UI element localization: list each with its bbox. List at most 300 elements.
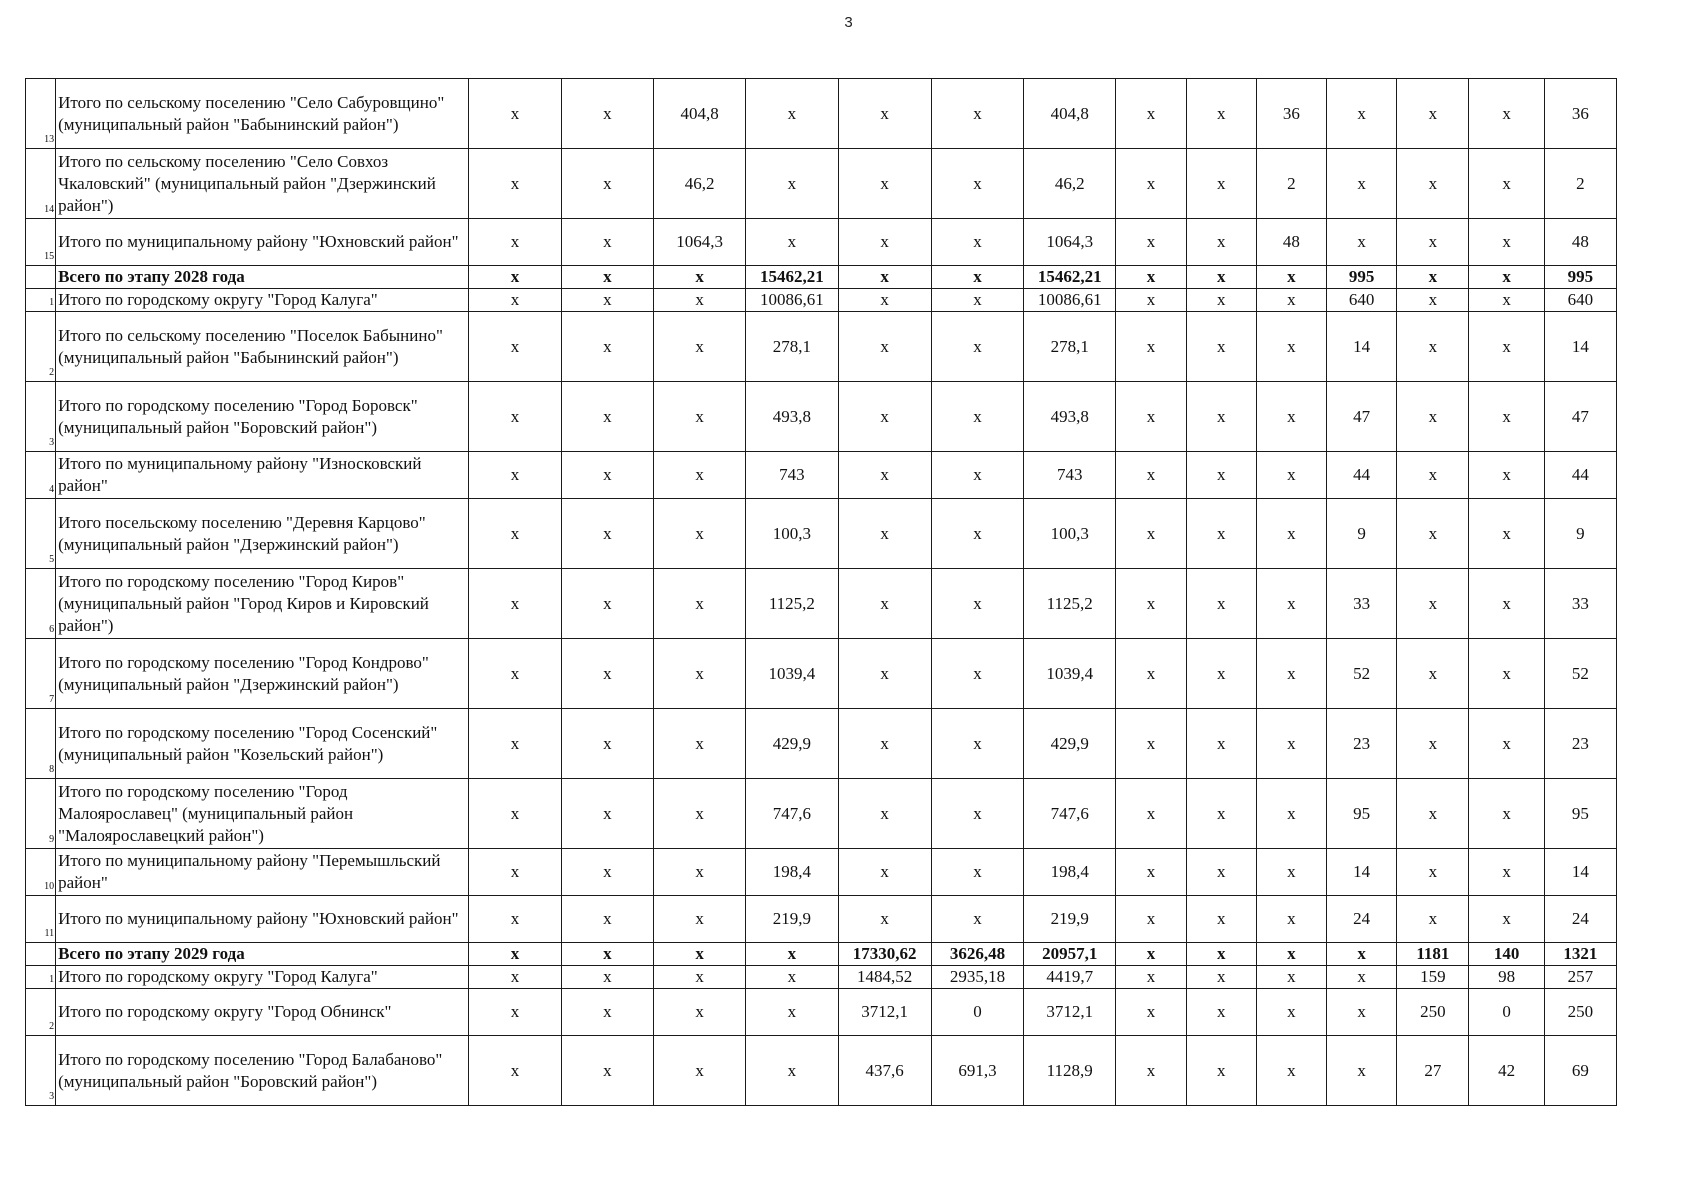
table-cell: х [561, 569, 653, 639]
table-cell: 42 [1469, 1036, 1544, 1106]
table-cell: х [746, 149, 838, 219]
table-cell: 493,8 [746, 382, 838, 452]
table-cell: 15462,21 [746, 266, 838, 289]
table-cell: х [1256, 639, 1326, 709]
table-cell: 743 [1024, 452, 1116, 499]
table-cell: 14 [1544, 312, 1616, 382]
table-cell: х [653, 452, 745, 499]
table-cell: 1321 [1544, 943, 1616, 966]
table-cell: х [469, 569, 561, 639]
row-number: 3 [26, 1036, 56, 1106]
table-cell: х [1397, 382, 1469, 452]
table-cell: х [1327, 989, 1397, 1036]
table-cell: х [469, 312, 561, 382]
table-cell: х [561, 1036, 653, 1106]
table-cell: 1039,4 [1024, 639, 1116, 709]
table-cell: х [1256, 966, 1326, 989]
table-cell: х [1469, 149, 1544, 219]
table-cell: х [1397, 289, 1469, 312]
table-cell: х [653, 896, 745, 943]
table-cell: х [469, 779, 561, 849]
table-cell: 250 [1397, 989, 1469, 1036]
table-cell: х [469, 149, 561, 219]
table-cell: х [931, 779, 1023, 849]
row-number: 5 [26, 499, 56, 569]
row-number: 4 [26, 452, 56, 499]
table-cell: х [1186, 966, 1256, 989]
table-row [26, 452, 1617, 499]
table-cell: 47 [1327, 382, 1397, 452]
row-number: 15 [26, 219, 56, 266]
table-cell: 743 [746, 452, 838, 499]
table-cell: х [653, 499, 745, 569]
table-cell: х [1116, 219, 1186, 266]
table-cell: 20957,1 [1024, 943, 1116, 966]
table-cell: х [1116, 943, 1186, 966]
table-cell: х [838, 569, 931, 639]
row-name: Итого по сельскому поселению "Село Сабуровщино" (муниципальный район "Бабынинский район") [56, 79, 469, 149]
table-cell: х [561, 79, 653, 149]
table-cell: 24 [1544, 896, 1616, 943]
table-cell: 1064,3 [653, 219, 745, 266]
table-cell: х [1397, 79, 1469, 149]
table-cell: 36 [1544, 79, 1616, 149]
table-cell: 404,8 [1024, 79, 1116, 149]
table-body [26, 79, 1617, 1106]
table-cell: х [746, 219, 838, 266]
table-cell: х [1116, 639, 1186, 709]
table-row [26, 499, 1617, 569]
table-cell: х [653, 709, 745, 779]
table-cell: х [838, 499, 931, 569]
row-name: Итого по муниципальному району "Юхновский район" [56, 896, 469, 943]
table-cell: х [561, 452, 653, 499]
page-number: 3 [844, 14, 853, 31]
table-cell: х [838, 289, 931, 312]
table-cell: 44 [1327, 452, 1397, 499]
table-cell: х [838, 219, 931, 266]
table-cell: х [1397, 499, 1469, 569]
table-cell: х [561, 149, 653, 219]
row-name: Итого по городскому поселению "Город Малоярославец" (муниципальный район "Малоярославецкий район") [56, 779, 469, 849]
table-cell: х [469, 709, 561, 779]
table-cell: х [1116, 989, 1186, 1036]
row-number: 11 [26, 896, 56, 943]
table-cell: х [838, 779, 931, 849]
table-cell: х [1116, 289, 1186, 312]
table-cell: х [561, 289, 653, 312]
table-cell: 219,9 [1024, 896, 1116, 943]
row-name: Итого по муниципальному району "Износковский район" [56, 452, 469, 499]
table-cell: х [561, 779, 653, 849]
row-number: 6 [26, 569, 56, 639]
table-cell: х [561, 896, 653, 943]
table-cell: х [838, 709, 931, 779]
table-cell: 95 [1327, 779, 1397, 849]
row-name: Итого по сельскому поселению "Поселок Бабынино" (муниципальный район "Бабынинский район") [56, 312, 469, 382]
table-cell: х [1186, 266, 1256, 289]
table-cell: х [1469, 499, 1544, 569]
row-name: Итого по городскому поселению "Город Кондрово" (муниципальный район "Дзержинский район") [56, 639, 469, 709]
table-row [26, 219, 1617, 266]
table-cell: х [1256, 266, 1326, 289]
row-name: Итого по муниципальному району "Юхновский район" [56, 219, 469, 266]
table-cell: х [1116, 1036, 1186, 1106]
table-cell: х [1397, 266, 1469, 289]
table-cell: 46,2 [653, 149, 745, 219]
table-cell: х [1256, 709, 1326, 779]
row-name: Итого по городскому поселению "Город Киров" (муниципальный район "Город Киров и Кировский район") [56, 569, 469, 639]
table-cell: х [469, 989, 561, 1036]
table-cell: х [1116, 79, 1186, 149]
table-cell: 747,6 [1024, 779, 1116, 849]
table-cell: 3626,48 [931, 943, 1023, 966]
table-cell: 429,9 [746, 709, 838, 779]
table-cell: х [469, 896, 561, 943]
table-cell: х [1186, 1036, 1256, 1106]
table-cell: х [1397, 849, 1469, 896]
table-cell: х [1116, 266, 1186, 289]
table-cell: 140 [1469, 943, 1544, 966]
table-cell: х [1327, 219, 1397, 266]
row-number: 8 [26, 709, 56, 779]
table-cell: х [561, 382, 653, 452]
table-cell: х [746, 943, 838, 966]
row-number [26, 943, 56, 966]
table-cell: х [1116, 452, 1186, 499]
table-cell: 1064,3 [1024, 219, 1116, 266]
table-cell: х [469, 219, 561, 266]
table-cell: х [469, 382, 561, 452]
table-cell: 14 [1327, 849, 1397, 896]
table-cell: х [1186, 289, 1256, 312]
table-cell: х [931, 79, 1023, 149]
table-cell: 159 [1397, 966, 1469, 989]
table-cell: х [469, 639, 561, 709]
table-cell: х [469, 499, 561, 569]
table-cell: х [1469, 312, 1544, 382]
table-row [26, 312, 1617, 382]
table-cell: х [1256, 779, 1326, 849]
table-cell: 691,3 [931, 1036, 1023, 1106]
table-cell: 24 [1327, 896, 1397, 943]
table-cell: х [746, 79, 838, 149]
table-cell: х [931, 896, 1023, 943]
table-cell: х [746, 966, 838, 989]
table-cell: х [838, 452, 931, 499]
table-cell: х [931, 709, 1023, 779]
table-cell: х [1469, 896, 1544, 943]
table-cell: 250 [1544, 989, 1616, 1036]
row-number: 9 [26, 779, 56, 849]
table-row [26, 79, 1617, 149]
table-row [26, 989, 1617, 1036]
table-cell: х [838, 639, 931, 709]
table-cell: х [1186, 149, 1256, 219]
table-cell: х [838, 312, 931, 382]
table-cell: 2935,18 [931, 966, 1023, 989]
row-number: 14 [26, 149, 56, 219]
table-cell: 1125,2 [746, 569, 838, 639]
table-cell: х [653, 849, 745, 896]
table-cell: х [1116, 709, 1186, 779]
table-cell: х [561, 966, 653, 989]
table-cell: 23 [1327, 709, 1397, 779]
table-cell: х [1116, 966, 1186, 989]
row-number: 2 [26, 989, 56, 1036]
table-row [26, 639, 1617, 709]
table-cell: х [653, 289, 745, 312]
table-cell: х [653, 943, 745, 966]
table-cell: 98 [1469, 966, 1544, 989]
table-cell: х [1186, 896, 1256, 943]
table-cell: х [1116, 149, 1186, 219]
row-number: 13 [26, 79, 56, 149]
table-cell: 4419,7 [1024, 966, 1116, 989]
table-cell: х [1256, 989, 1326, 1036]
table-cell: х [469, 943, 561, 966]
table-cell: 47 [1544, 382, 1616, 452]
table-row [26, 382, 1617, 452]
table-cell: х [561, 709, 653, 779]
table-cell: х [838, 382, 931, 452]
table-cell: 493,8 [1024, 382, 1116, 452]
table-cell: х [1469, 382, 1544, 452]
table-cell: х [1116, 569, 1186, 639]
row-name: Всего по этапу 2029 года [56, 943, 469, 966]
row-number: 1 [26, 966, 56, 989]
table-cell: 278,1 [746, 312, 838, 382]
table-cell: 52 [1327, 639, 1397, 709]
table-cell: х [1116, 849, 1186, 896]
table-cell: 404,8 [653, 79, 745, 149]
table-cell: х [931, 639, 1023, 709]
table-cell: х [1469, 289, 1544, 312]
table-cell: 33 [1544, 569, 1616, 639]
row-name: Итого по городскому округу "Город Калуга" [56, 289, 469, 312]
table-cell: 69 [1544, 1036, 1616, 1106]
table-cell: х [1256, 1036, 1326, 1106]
table-cell: х [1469, 779, 1544, 849]
table-cell: 36 [1256, 79, 1326, 149]
row-number: 1 [26, 289, 56, 312]
table-cell: х [1186, 943, 1256, 966]
row-name: Итого по городскому округу "Город Обнинск" [56, 989, 469, 1036]
table-cell: х [1469, 219, 1544, 266]
table-cell: х [1469, 266, 1544, 289]
table-cell: х [561, 639, 653, 709]
table-cell: х [838, 149, 931, 219]
table-cell: 46,2 [1024, 149, 1116, 219]
table-cell: х [1469, 639, 1544, 709]
table-cell: х [1186, 499, 1256, 569]
table-cell: 0 [931, 989, 1023, 1036]
table-row [26, 289, 1617, 312]
table-cell: х [1256, 312, 1326, 382]
table-cell: х [1186, 219, 1256, 266]
table-cell: х [1186, 989, 1256, 1036]
table-cell: х [1116, 382, 1186, 452]
table-cell: х [838, 849, 931, 896]
table-row [26, 966, 1617, 989]
table-cell: 0 [1469, 989, 1544, 1036]
table-cell: 640 [1544, 289, 1616, 312]
table-cell: 219,9 [746, 896, 838, 943]
row-number [26, 266, 56, 289]
table-cell: 100,3 [746, 499, 838, 569]
table-cell: 44 [1544, 452, 1616, 499]
table-cell: х [1186, 382, 1256, 452]
table-cell: х [838, 896, 931, 943]
table-cell: х [1186, 312, 1256, 382]
table-cell: х [1116, 779, 1186, 849]
table-cell: х [1327, 149, 1397, 219]
table-cell: 17330,62 [838, 943, 931, 966]
row-name: Итого по муниципальному району "Перемышльский район" [56, 849, 469, 896]
table-cell: 1039,4 [746, 639, 838, 709]
table-cell: х [1186, 709, 1256, 779]
table-cell: х [1397, 779, 1469, 849]
table-cell: х [1397, 312, 1469, 382]
table-cell: х [1469, 452, 1544, 499]
table-cell: х [931, 499, 1023, 569]
table-cell: х [469, 79, 561, 149]
table-cell: 14 [1327, 312, 1397, 382]
table-cell: х [561, 989, 653, 1036]
table-cell: 27 [1397, 1036, 1469, 1106]
table-cell: х [1256, 499, 1326, 569]
table-cell: х [561, 312, 653, 382]
table-cell: х [653, 382, 745, 452]
row-number: 10 [26, 849, 56, 896]
table-cell: х [469, 266, 561, 289]
row-name: Итого по городскому поселению "Город Сосенский" (муниципальный район "Козельский район") [56, 709, 469, 779]
table-cell: 9 [1327, 499, 1397, 569]
table-cell: х [1186, 79, 1256, 149]
table-cell: х [1397, 219, 1469, 266]
table-row [26, 779, 1617, 849]
table-cell: 198,4 [1024, 849, 1116, 896]
table-cell: х [1116, 896, 1186, 943]
table-cell: х [469, 849, 561, 896]
table-cell: 1181 [1397, 943, 1469, 966]
table-row-total [26, 266, 1617, 289]
table-cell: 48 [1544, 219, 1616, 266]
table-cell: х [1327, 943, 1397, 966]
table-cell: 52 [1544, 639, 1616, 709]
table-cell: 747,6 [746, 779, 838, 849]
table-cell: х [653, 569, 745, 639]
table-cell: 437,6 [838, 1036, 931, 1106]
table-cell: х [653, 312, 745, 382]
row-name: Итого по городскому поселению "Город Балабаново" (муниципальный район "Боровский район") [56, 1036, 469, 1106]
table-cell: х [1256, 896, 1326, 943]
row-number: 3 [26, 382, 56, 452]
table-cell: х [1397, 149, 1469, 219]
row-name: Итого посельскому поселению "Деревня Карцово" (муниципальный район "Дзержинский район") [56, 499, 469, 569]
table-cell: х [469, 289, 561, 312]
table-cell: х [1186, 452, 1256, 499]
table-cell: х [653, 1036, 745, 1106]
table-cell: х [1186, 569, 1256, 639]
table-cell: 995 [1544, 266, 1616, 289]
table-cell: 278,1 [1024, 312, 1116, 382]
table-cell: 33 [1327, 569, 1397, 639]
table-cell: х [1469, 709, 1544, 779]
table-cell: х [1327, 1036, 1397, 1106]
table-cell: х [1256, 452, 1326, 499]
row-name: Итого по городскому округу "Город Калуга" [56, 966, 469, 989]
table-cell: 1128,9 [1024, 1036, 1116, 1106]
table-cell: 9 [1544, 499, 1616, 569]
table-cell: х [653, 639, 745, 709]
table-cell: 429,9 [1024, 709, 1116, 779]
table-cell: х [1116, 499, 1186, 569]
table-cell: х [746, 989, 838, 1036]
table-cell: 100,3 [1024, 499, 1116, 569]
table-cell: х [561, 943, 653, 966]
row-name: Итого по сельскому поселению "Село Совхоз Чкаловский" (муниципальный район "Дзержинский район") [56, 149, 469, 219]
table-cell: х [561, 849, 653, 896]
table-row [26, 569, 1617, 639]
table-cell: х [931, 849, 1023, 896]
table-cell: х [1397, 639, 1469, 709]
table-cell: 95 [1544, 779, 1616, 849]
table-cell: х [1256, 569, 1326, 639]
table-row [26, 709, 1617, 779]
table-cell: 14 [1544, 849, 1616, 896]
table-cell: х [469, 1036, 561, 1106]
table-cell: х [1186, 779, 1256, 849]
data-table [25, 78, 1617, 1106]
table-cell: х [931, 219, 1023, 266]
table-cell: х [838, 266, 931, 289]
table-cell: х [931, 312, 1023, 382]
table-cell: х [1186, 639, 1256, 709]
table-cell: 10086,61 [746, 289, 838, 312]
table-cell: 23 [1544, 709, 1616, 779]
table-cell: х [469, 452, 561, 499]
table-cell: х [1256, 289, 1326, 312]
row-name: Итого по городскому поселению "Город Боровск" (муниципальный район "Боровский район") [56, 382, 469, 452]
table-cell: х [1397, 896, 1469, 943]
table-cell: х [1397, 569, 1469, 639]
row-number: 7 [26, 639, 56, 709]
table-row-total [26, 943, 1617, 966]
table-cell: х [1186, 849, 1256, 896]
table-cell: х [1469, 569, 1544, 639]
table-cell: 995 [1327, 266, 1397, 289]
table-cell: 3712,1 [838, 989, 931, 1036]
row-number: 2 [26, 312, 56, 382]
table-cell: х [653, 966, 745, 989]
table-cell: 48 [1256, 219, 1326, 266]
table-cell: х [931, 569, 1023, 639]
table-cell: х [1327, 79, 1397, 149]
table-cell: 15462,21 [1024, 266, 1116, 289]
table-cell: х [1327, 966, 1397, 989]
table-row [26, 896, 1617, 943]
table-cell: 1484,52 [838, 966, 931, 989]
table-cell: х [931, 452, 1023, 499]
table-cell: 640 [1327, 289, 1397, 312]
table-cell: 10086,61 [1024, 289, 1116, 312]
table-cell: х [1256, 943, 1326, 966]
table-cell: х [653, 266, 745, 289]
table-cell: х [1397, 452, 1469, 499]
table-cell: х [561, 266, 653, 289]
table-cell: 2 [1544, 149, 1616, 219]
